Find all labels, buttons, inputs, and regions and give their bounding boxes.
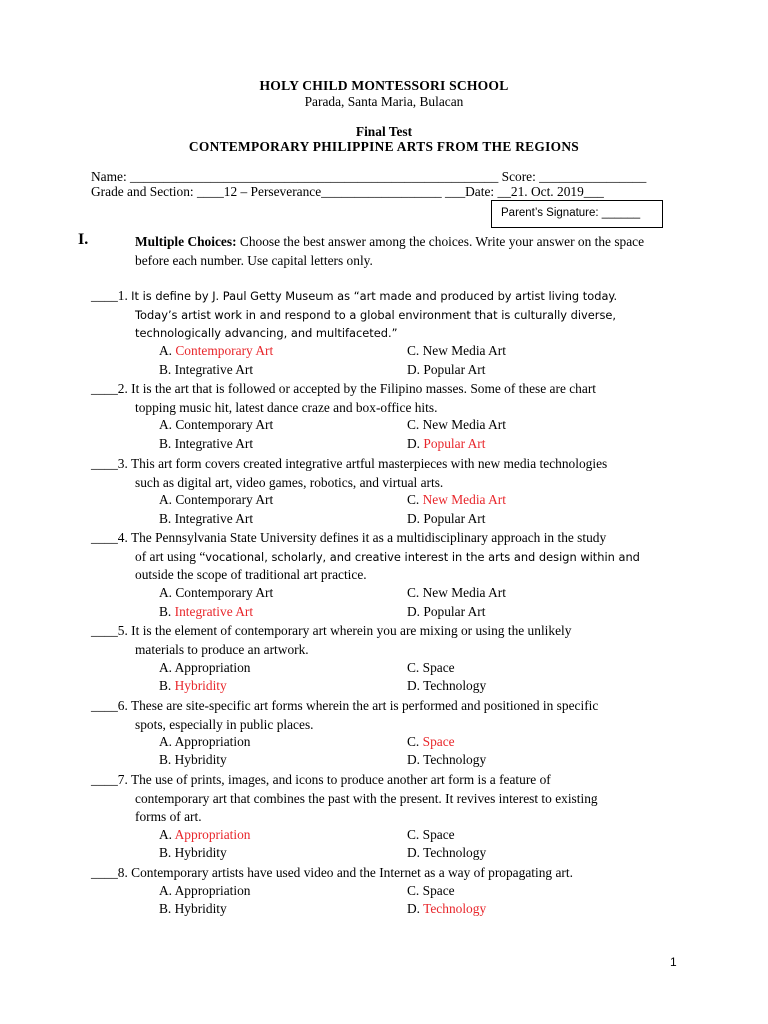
question-text: It is define by J. Paul Getty Museum as “art made and produced by artist living today. bbox=[131, 289, 618, 303]
test-type: Final Test bbox=[355, 124, 413, 139]
question-text: This art form covers created integrative artful masterpieces with new media technologies bbox=[130, 456, 608, 471]
option-d: D. Technology bbox=[407, 752, 487, 767]
question-text: such as digital art, video games, robotics, and virtual arts. bbox=[135, 474, 444, 490]
parent-signature-box: Parent’s Signature: ______ bbox=[491, 200, 663, 228]
option-d: D. Popular Art bbox=[407, 604, 486, 619]
answer-blank: ____3. bbox=[91, 456, 131, 471]
question-4 bbox=[91, 529, 691, 585]
question-7 bbox=[91, 771, 691, 827]
school-name: HOLY CHILD MONTESSORI SCHOOL bbox=[259, 78, 509, 93]
question-text: contemporary art that combines the past with the present. It revives interest to existing bbox=[135, 790, 598, 806]
date-value: __21. Oct. 2019___ bbox=[497, 184, 604, 199]
option-d: D. Technology bbox=[407, 901, 487, 916]
option-d: D. Popular Art bbox=[407, 436, 486, 451]
name-score-line: Name: _______________________________________________________ Score: ________________ bbox=[91, 169, 647, 184]
section-instructions bbox=[135, 232, 680, 270]
option-a: A. Appropriation bbox=[159, 660, 251, 675]
question-text: It is the art that is followed or accepted by the Filipino masses. Some of these are chart bbox=[131, 381, 596, 396]
question-1 bbox=[91, 287, 691, 343]
option-b: B. Integrative Art bbox=[159, 511, 254, 526]
question-text: technologically advancing, and multifaceted.” bbox=[135, 326, 398, 341]
instructions-text: Choose the best answer among the choices. Write your answer on the space before each number. Use capital letters only. bbox=[135, 234, 645, 268]
question-text: The Pennsylvania State University defines it as a multidisciplinary approach in the study bbox=[130, 530, 607, 545]
question-2 bbox=[91, 380, 691, 417]
option-b: B. Integrative Art bbox=[159, 604, 254, 619]
answer-blank: ____8. bbox=[91, 865, 132, 880]
subject-title: CONTEMPORARY PHILIPPINE ARTS FROM THE REGIONS bbox=[188, 139, 580, 154]
section-numeral: I. bbox=[78, 231, 89, 248]
grade-label: Grade and Section: bbox=[91, 184, 197, 199]
answer-blank: ____2. bbox=[91, 381, 132, 396]
option-c: C. New Media Art bbox=[407, 492, 506, 507]
grade-date-line bbox=[91, 184, 604, 200]
question-3 bbox=[91, 455, 691, 492]
option-d: D. Popular Art bbox=[407, 511, 486, 526]
option-b: B. Hybridity bbox=[159, 752, 227, 767]
option-c: C. Space bbox=[407, 734, 455, 749]
question-text: materials to produce an artwork. bbox=[135, 641, 309, 657]
grade-gap: ________ ___ bbox=[388, 184, 466, 199]
option-c: C. Space bbox=[407, 827, 455, 842]
option-c: C. Space bbox=[407, 883, 455, 898]
option-d: D. Popular Art bbox=[407, 362, 486, 377]
answer-blank: ____6. bbox=[91, 698, 131, 713]
option-a: A. Contemporary Art bbox=[159, 343, 274, 358]
option-c: C. New Media Art bbox=[407, 585, 506, 600]
answer-blank: ____5. bbox=[91, 623, 132, 638]
question-quote: vocational, scholarly, and creative interest in the arts and design within and bbox=[205, 549, 640, 564]
option-a: A. Appropriation bbox=[159, 883, 251, 898]
question-6 bbox=[91, 697, 691, 734]
option-a: A. Contemporary Art bbox=[159, 585, 274, 600]
question-text: spots, especially in public places. bbox=[135, 716, 314, 732]
option-b: B. Hybridity bbox=[159, 901, 227, 916]
question-text: forms of art. bbox=[135, 809, 202, 825]
school-address: Parada, Santa Maria, Bulacan bbox=[304, 94, 464, 109]
option-a: A. Appropriation bbox=[159, 734, 251, 749]
answer-blank: ____4. bbox=[91, 530, 131, 545]
question-text: outside the scope of traditional art practice. bbox=[135, 567, 367, 583]
answer-blank: ____1. bbox=[91, 288, 132, 303]
grade-value: ____12 – Perseverance__________ bbox=[196, 184, 389, 199]
option-a: A. Contemporary Art bbox=[159, 492, 274, 507]
option-b: B. Hybridity bbox=[159, 845, 227, 860]
question-8 bbox=[91, 864, 691, 883]
option-c: C. New Media Art bbox=[407, 417, 506, 432]
question-text: It is the element of contemporary art wherein you are mixing or using the unlikely bbox=[131, 623, 572, 638]
date-label: Date: bbox=[465, 184, 498, 199]
option-b: B. Hybridity bbox=[159, 678, 227, 693]
question-5 bbox=[91, 622, 691, 659]
option-a: A. Contemporary Art bbox=[159, 417, 274, 432]
question-text: of art using “ bbox=[135, 548, 206, 564]
question-text: topping music hit, latest dance craze and box-office hits. bbox=[135, 399, 438, 415]
question-text: Today’s artist work in and respond to a global environment that is culturally diverse, bbox=[135, 307, 617, 322]
section-title: Multiple Choices: bbox=[135, 234, 237, 249]
question-text: Contemporary artists have used video and the Internet as a way of propagating art. bbox=[131, 865, 573, 880]
option-d: D. Technology bbox=[407, 678, 487, 693]
option-b: B. Integrative Art bbox=[159, 436, 254, 451]
question-text: The use of prints, images, and icons to produce another art form is a feature of bbox=[130, 772, 551, 787]
answer-blank: ____7. bbox=[91, 772, 131, 787]
question-text: These are site-specific art forms wherein the art is performed and positioned in specific bbox=[130, 698, 599, 713]
option-b: B. Integrative Art bbox=[159, 362, 254, 377]
option-a: A. Appropriation bbox=[159, 827, 251, 842]
page-number: 1 bbox=[670, 955, 677, 969]
option-c: C. New Media Art bbox=[407, 343, 506, 358]
option-c: C. Space bbox=[407, 660, 455, 675]
option-d: D. Technology bbox=[407, 845, 487, 860]
